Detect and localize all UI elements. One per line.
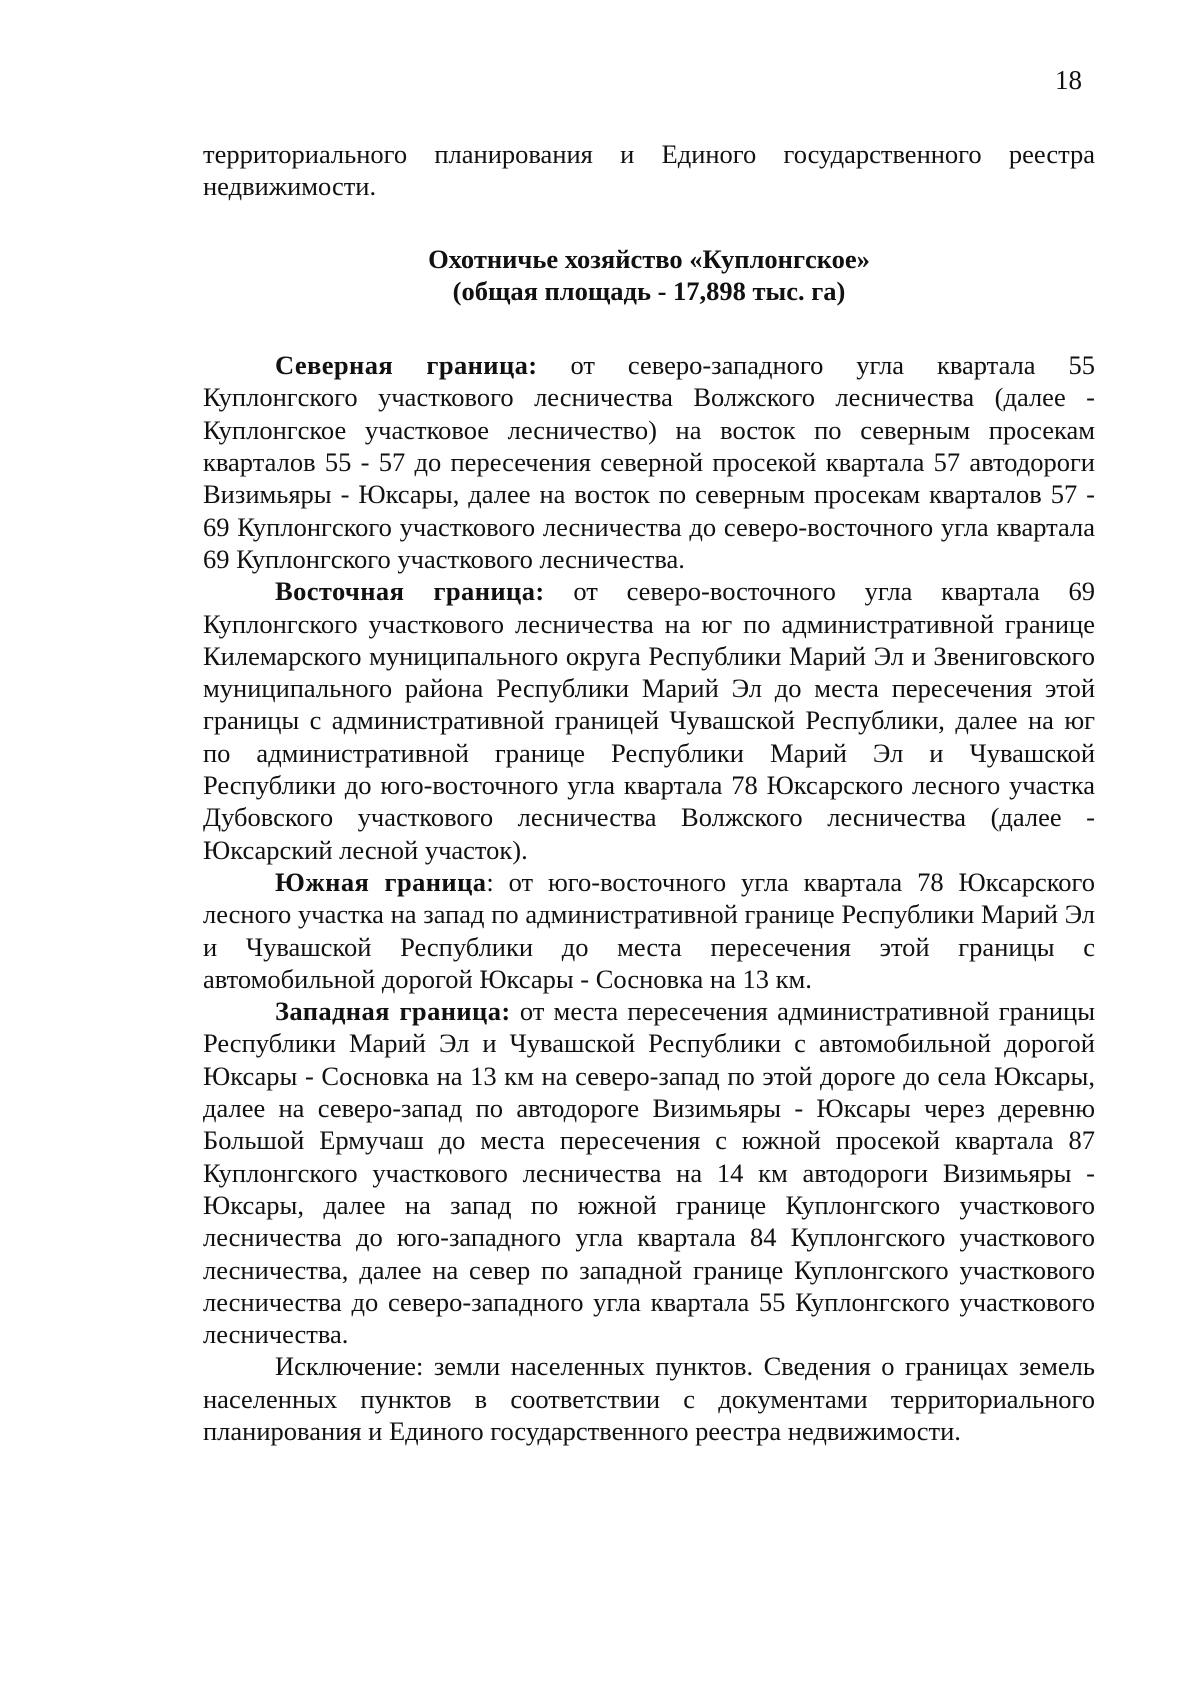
exception-paragraph: Исключение: земли населенных пунктов. Сведения о границах земель населенных пунктов в соответствии с документами территориального планирования и Единого государственного реестра недвижимости. bbox=[203, 1351, 1095, 1446]
south-border-paragraph bbox=[203, 866, 1095, 995]
south-border-label: Южная граница bbox=[275, 866, 487, 897]
document-body bbox=[203, 138, 1095, 1447]
east-border-paragraph bbox=[203, 575, 1095, 866]
north-border-label: Северная граница: bbox=[275, 350, 538, 381]
south-border-text: : от юго-восточного угла квартала 78 Юксарского лесного участка на запад по административной границе Республики Марий Эл и Чувашской Республики до места пересечения этой границы с автомобильной дорогой Юксары - Сосновка на 13 км. bbox=[203, 866, 1095, 994]
section-heading bbox=[203, 243, 1095, 308]
heading-title: Охотничье хозяйство «Куплонгское» bbox=[428, 243, 870, 274]
west-border-paragraph bbox=[203, 995, 1095, 1350]
north-border-text: от северо-западного угла квартала 55 Куплонгского участкового лесничества Волжского лесничества (далее - Куплонгское участковое лесничество) на восток по северным просекам кварталов 55 - 57 до пересечения северной просекой квартала 57 автодороги Визимьяры - Юксары, далее на восток по северным просекам кварталов 57 - 69 Куплонгского участкового лесничества до северо-восточного угла квартала 69 Куплонгского участкового лесничества. bbox=[203, 350, 1095, 574]
east-border-label: Восточная граница: bbox=[275, 576, 545, 607]
west-border-label: Западная граница: bbox=[275, 996, 511, 1027]
page-number: 18 bbox=[1055, 65, 1082, 95]
intro-paragraph: территориального планирования и Единого государственного реестра недвижимости. bbox=[203, 139, 1095, 202]
west-border-text: от места пересечения административной границы Республики Марий Эл и Чувашской Республики с автомобильной дорогой Юксары - Сосновка на 13 км на северо-запад по этой дороге до села Юксары, далее на северо-запад по автодороге Визимьяры - Юксары через деревню Большой Ермучаш до места пересечения с южной просекой квартала 87 Куплонгского участкового лесничества на 14 км автодороги Визимьяры - Юксары, далее на запад по южной границе Куплонгского участкового лесничества до юго-западного угла квартала 84 Куплонгского участкового лесничества, далее на север по западной границе Куплонгского участкового лесничества до северо-западного угла квартала 55 Куплонгского участкового лесничества. bbox=[203, 996, 1095, 1350]
east-border-text: от северо-восточного угла квартала 69 Куплонгского участкового лесничества на юг по административной границе Килемарского муниципального округа Республики Марий Эл и Звениговского муниципального района Республики Марий Эл до места пересечения этой границы с административной границей Чувашской Республики, далее на юг по административной границе Республики Марий Эл и Чувашской Республики до юго-восточного угла квартала 78 Юксарского лесного участка Дубовского участкового лесничества Волжского лесничества (далее - Юксарский лесной участок). bbox=[203, 576, 1095, 865]
north-border-paragraph bbox=[203, 349, 1095, 575]
heading-area: (общая площадь - 17,898 тыс. га) bbox=[452, 275, 846, 306]
